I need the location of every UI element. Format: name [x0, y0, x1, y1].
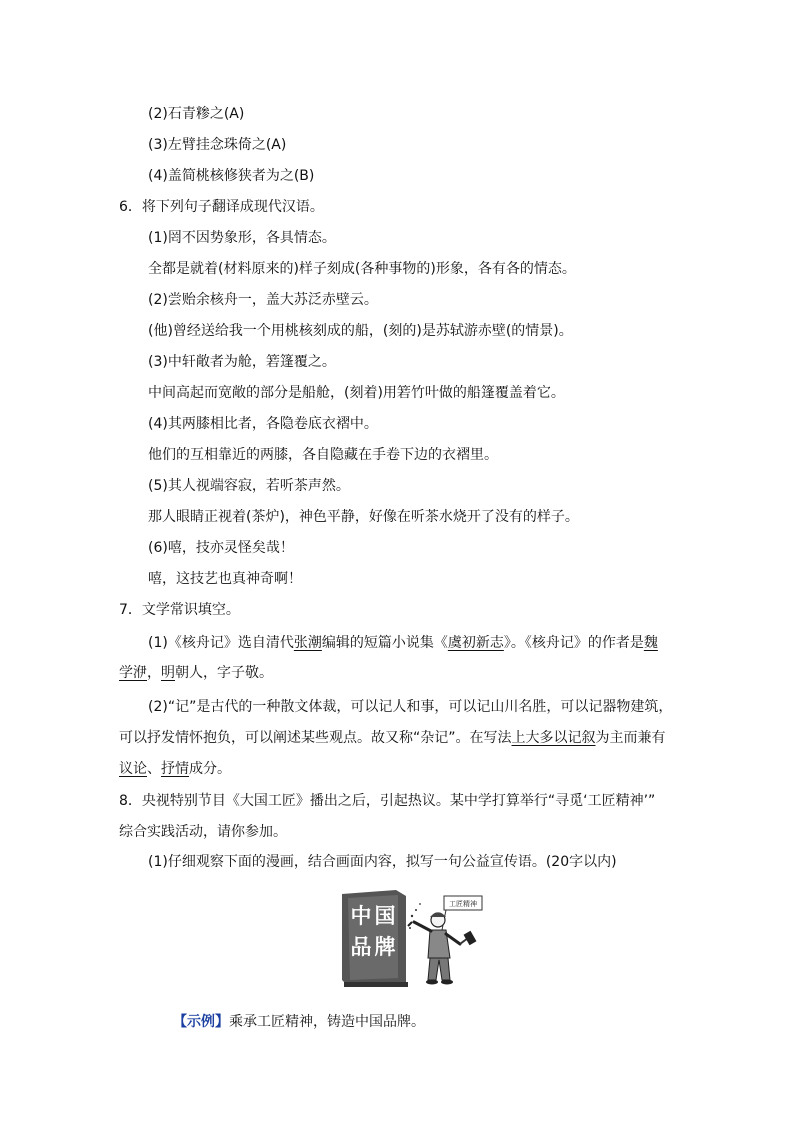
answer-line: (3)左臂挂念珠倚之(A) — [148, 137, 287, 153]
answer-blank: 学洢 — [119, 665, 147, 681]
sentence-line: (6)嘻，技亦灵怪矣哉！ — [148, 540, 294, 556]
q7-part1-line2: 学洢，明朝人，字子敬。 — [119, 665, 273, 681]
sentence-line: (4)其两膝相比者，各隐卷底衣褶中。 — [148, 416, 378, 432]
sentence-line: (2)尝贻余核舟一，盖大苏泛赤壁云。 — [148, 292, 378, 308]
spark-icon — [411, 915, 413, 917]
answer-line: (4)盖简桃核修狭者为之(B) — [148, 168, 315, 184]
translation-line: (他)曾经送给我一个用桃核刻成的船，(刻的)是苏轼游赤壁(的情景)。 — [148, 323, 573, 339]
worker-arm — [414, 922, 431, 931]
sign-char: 国 — [374, 904, 396, 928]
answer-blank: 虞初新志 — [447, 635, 504, 651]
translation-line: 嘻，这技艺也真神奇啊！ — [148, 571, 302, 587]
example-text: 乘承工匠精神，铸造中国品牌。 — [229, 1014, 425, 1030]
question-7-heading: 7．文学常识填空。 — [119, 602, 240, 618]
example-line — [173, 1012, 425, 1032]
answer-blank: 抒情 — [161, 761, 189, 777]
spark-icon — [415, 909, 417, 911]
translation-line: 他们的互相靠近的两膝，各自隐藏在手卷下边的衣褶里。 — [148, 447, 498, 463]
spark-icon — [409, 927, 411, 929]
q7-part2-line1: (2)“记”是古代的一种散文体裁，可以记人和事，可以记山川名胜，可以记器物建筑， — [148, 699, 673, 715]
answer-blank: 张潮 — [293, 635, 322, 651]
q7-part2-line3: 议论、抒情成分。 — [119, 761, 231, 777]
answer-blank: 记叙 — [567, 730, 596, 746]
question-8-line2: 综合实践活动，请你参加。 — [119, 824, 287, 840]
hammer-icon — [464, 931, 477, 945]
sentence-line: (1)罔不因势象形，各具情态。 — [148, 230, 336, 246]
worker-legs — [428, 958, 450, 980]
craftsman-cartoon — [338, 888, 490, 988]
sign-char: 品 — [350, 935, 372, 959]
q7-part2-line2: 可以抒发情怀抱负，可以阐述某些观点。故又称“杂记”。在写法上大多以记叙为主而兼有 — [119, 730, 666, 746]
banner-text: 工匠精神 — [449, 900, 477, 908]
answer-blank: 魏 — [643, 635, 658, 651]
spark-icon — [419, 903, 421, 905]
answer-line: (2)石青糁之(A) — [148, 106, 245, 122]
example-label: 【示例】 — [173, 1014, 229, 1030]
answer-blank: 明 — [161, 665, 175, 681]
question-8-heading: 8．央视特别节目《大国工匠》播出之后，引起热议。某中学打算举行“寻觅‘工匠精神’” — [119, 793, 656, 809]
question-8-part1: (1)仔细观察下面的漫画，结合画面内容，拟写一句公益宣传语。(20字以内) — [148, 854, 617, 870]
sign-char: 中 — [350, 904, 372, 928]
answer-blank: 议论 — [119, 761, 147, 777]
worker-cap — [430, 913, 446, 918]
translation-line: 那人眼睛正视着(茶炉)，神色平静，好像在听茶水烧开了没有的样子。 — [148, 509, 579, 525]
translation-line: 全都是就着(材料原来的)样子刻成(各种事物的)形象，各有各的情态。 — [148, 261, 576, 277]
worker-shoe — [426, 980, 438, 985]
sentence-line: (3)中轩敞者为舱，箬篷覆之。 — [148, 354, 336, 370]
chisel-icon — [408, 922, 412, 926]
question-6-heading: 6．将下列句子翻译成现代汉语。 — [119, 199, 324, 215]
translation-line: 中间高起而宽敞的部分是船舱，(刻着)用箬竹叶做的船篷覆盖着它。 — [148, 385, 565, 401]
monument-base — [344, 982, 408, 987]
sign-char: 牌 — [374, 935, 396, 959]
sentence-line: (5)其人视端容寂，若听茶声然。 — [148, 478, 350, 494]
worker-shoe — [441, 980, 453, 985]
q7-part1-line1: (1)《核舟记》选自清代张潮编辑的短篇小说集《虞初新志》。《核舟记》的作者是魏 — [148, 635, 658, 651]
